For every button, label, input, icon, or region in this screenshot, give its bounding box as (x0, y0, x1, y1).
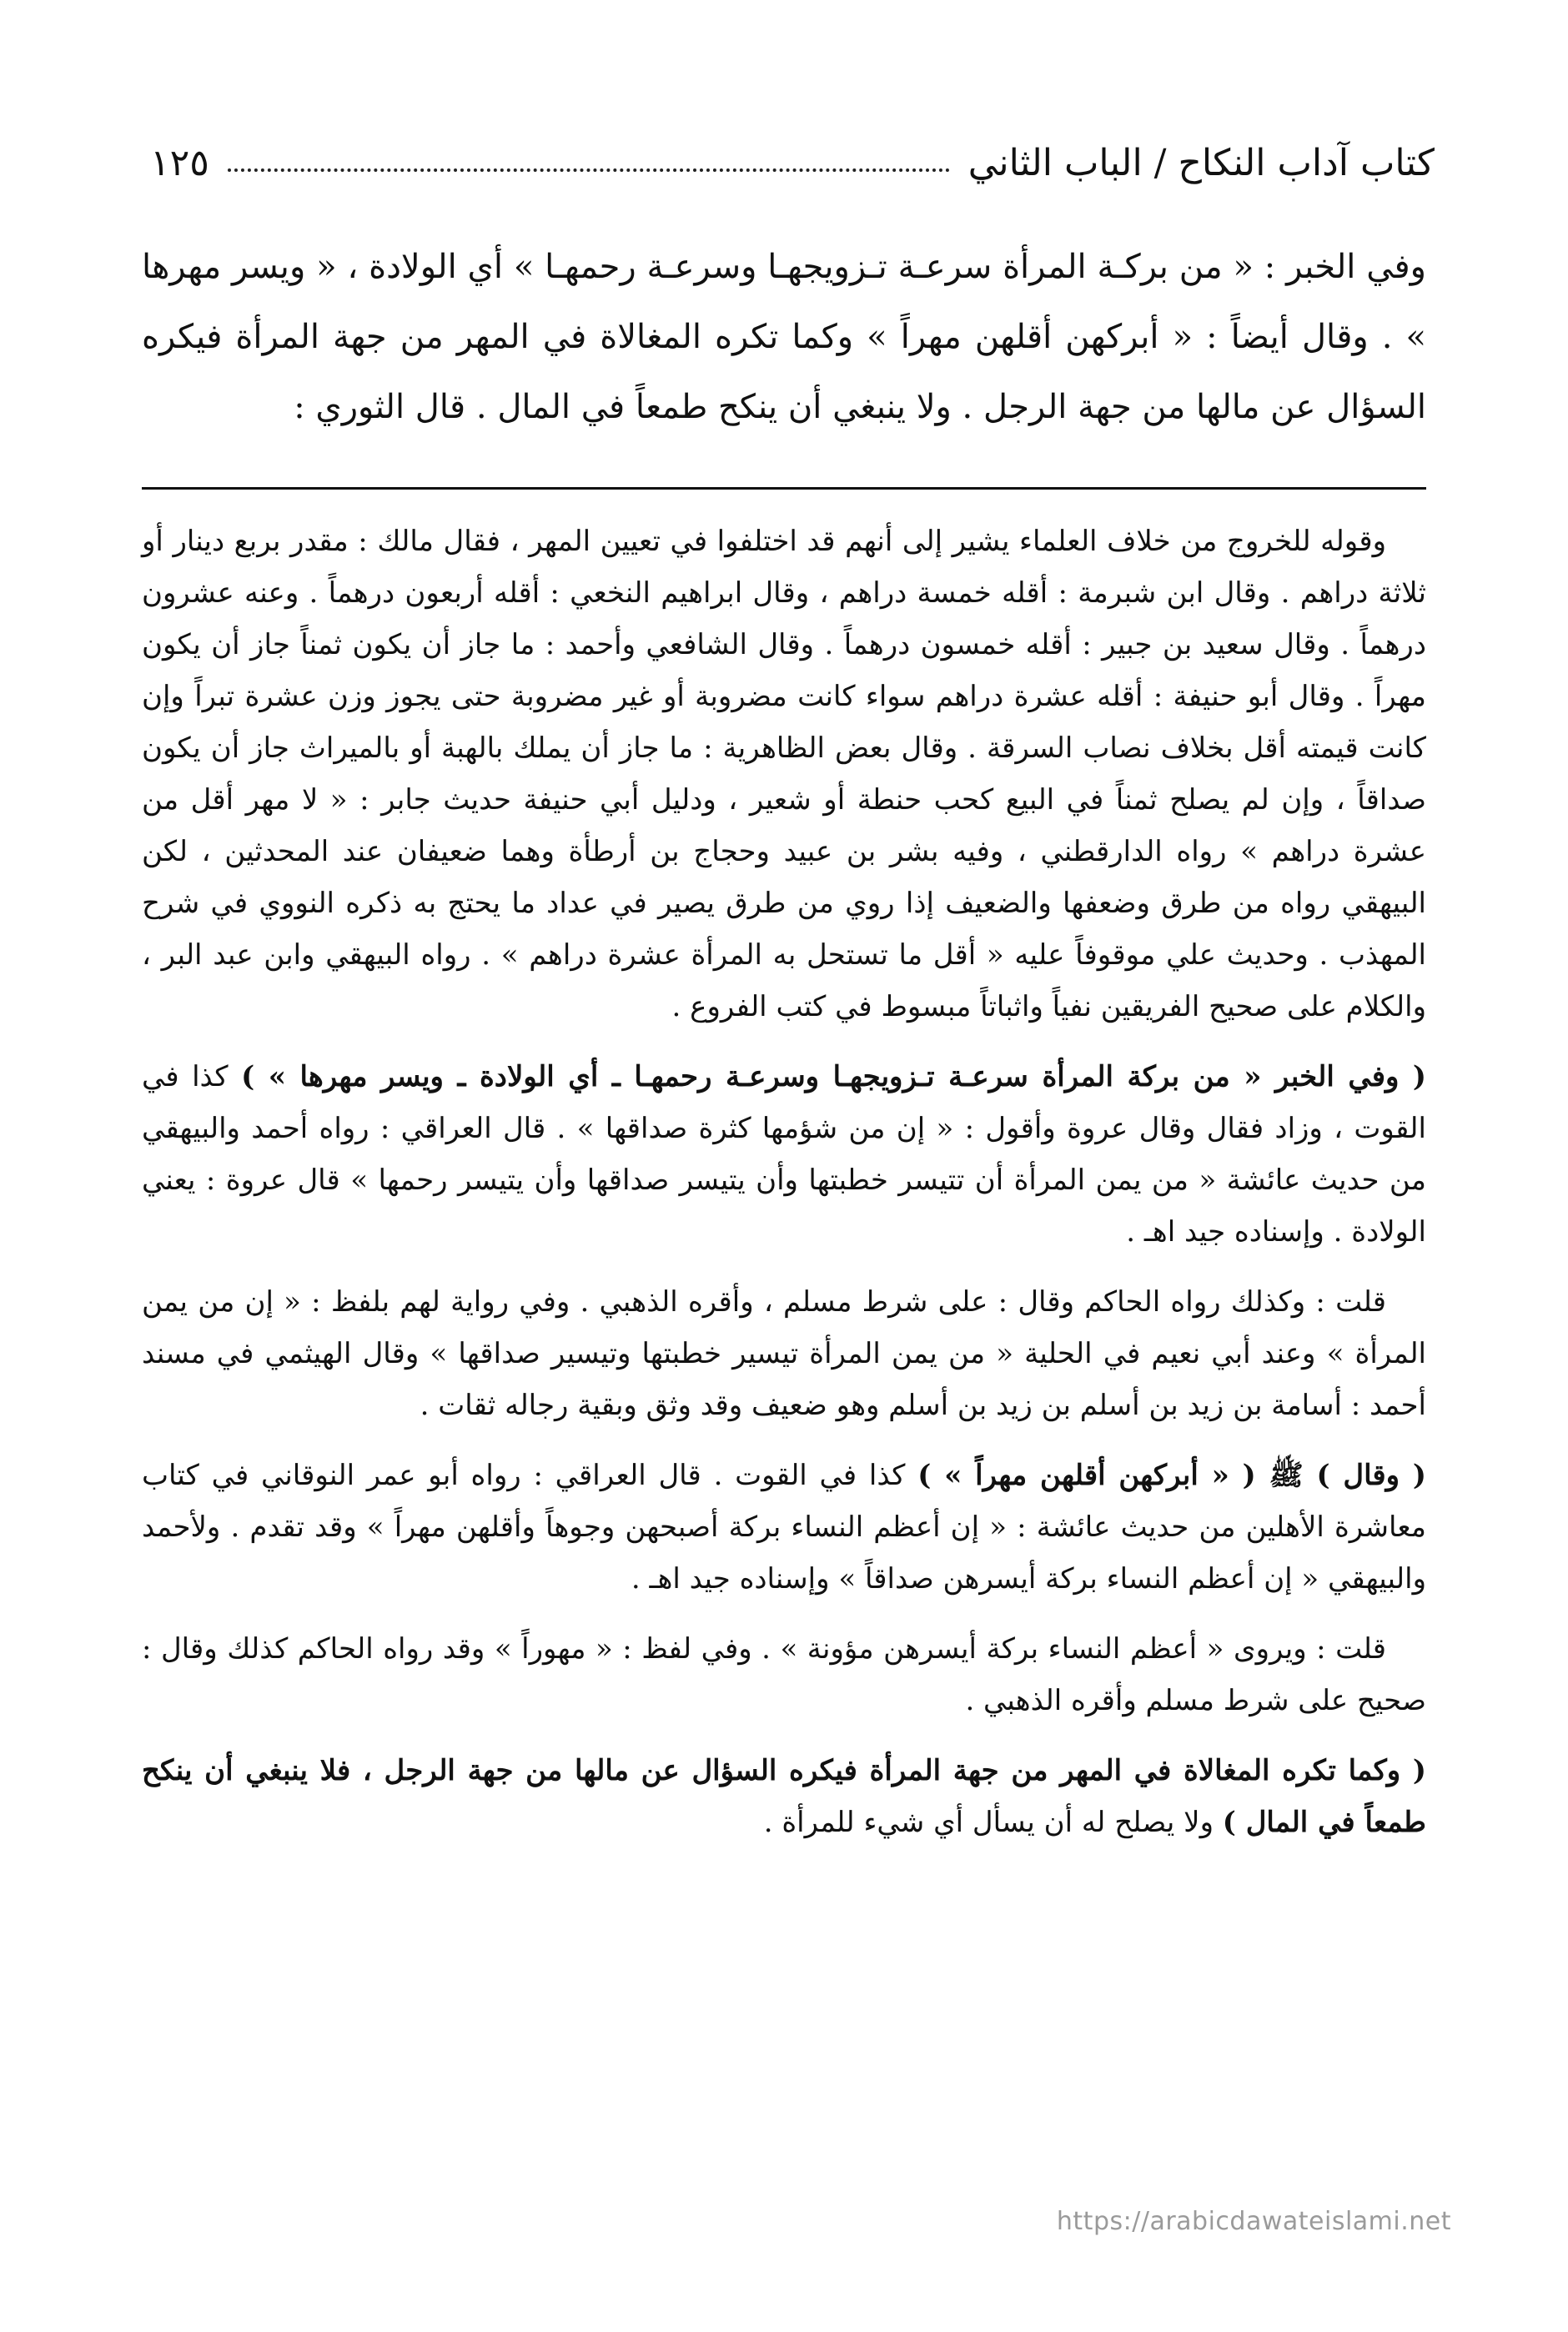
commentary-paragraph-4 (142, 1623, 1426, 1726)
commentary-text: قلت : ويروى « أعظم النساء بركة أيسرهن مؤونة » . وفي لفظ : « مهوراً » وقد رواه الحاكم كذلك وقال : صحيح على شرط مسلم وأقره الذهبي . (142, 1632, 1426, 1717)
watermark-url: https://arabicdawateislami.net (1056, 2207, 1451, 2236)
commentary-text: ولا يصلح له أن يسأل أي شيء للمرأة . (763, 1806, 1223, 1839)
section-divider (142, 487, 1426, 490)
commentary-paragraph-1 (142, 1051, 1426, 1258)
commentary-text: كذا في القوت ، وزاد فقال وقال عروة وأقول : « إن من شؤمها كثرة صداقها » . قال العراقي : رواه أحمد والبيهقي من حديث عائشة « من يمن المرأة أن تتيسر خطبتها وأن يتيسر صداقها وأن يتيسر رحمها » قال عروة : يعني الولادة . وإسناده جيد اهـ . (142, 1060, 1426, 1249)
footnote-paragraph: وقوله للخروج من خلاف العلماء يشير إلى أنهم قد اختلفوا في تعيين المهر ، فقال مالك : مقدر بربع دينار أو ثلاثة دراهم . وقال ابن شبرمة : أقله خمسة دراهم ، وقال ابراهيم النخعي : أقله أربعون درهماً . وعنه عشرون درهماً . وقال سعيد بن جبير : أقله خمسون درهماً . وقال الشافعي وأحمد : ما جاز أن يكون ثمناً جاز أن يكون مهراً . وقال أبو حنيفة : أقله عشرة دراهم سواء كانت مضروبة أو غير مضروبة حتى يجوز وزن عشرة تبراً وإن كانت قيمته أقل بخلاف نصاب السرقة . وقال بعض الظاهرية : ما جاز أن يملك بالهبة أو بالميراث جاز أن يكون صداقاً ، وإن لم يصلح ثمناً في البيع كحب حنطة أو شعير ، ودليل أبي حنيفة حديث جابر : « لا مهر أقل من عشرة دراهم » رواه الدارقطني ، وفيه بشر بن عبيد وحجاج بن أرطأة وهما ضعيفان عند المحدثين ، لكن البيهقي رواه من طرق وضعفها والضعيف إذا روي من طرق يصير في عداد ما يحتج به ذكره النووي في شرح المهذب . وحديث علي موقوفاً عليه « أقل ما تستحل به المرأة عشرة دراهم » . رواه البيهقي وابن عبد البر ، والكلام على صحيح الفريقين نفياً واثباتاً مبسوط في كتب الفروع . (142, 525, 1426, 1023)
commentary-text: قلت : وكذلك رواه الحاكم وقال : على شرط مسلم ، وأقره الذهبي . وفي رواية لهم بلفظ : « إن من يمن المرأة » وعند أبي نعيم في الحلية « من يمن المرأة تيسير خطبتها وتيسير صداقها » وقال الهيثمي في مسند أحمد : أسامة بن زيد بن أسلم بن زيد بن أسلم وهو ضعيف وقد وثق وبقية رجاله ثقات . (142, 1285, 1426, 1422)
quoted-text: ( وقال ) ﷺ ( « أبركهن أقلهن مهراً » ) (917, 1459, 1427, 1492)
page-number: ١٢٥ (150, 141, 209, 184)
commentary-paragraph-3 (142, 1450, 1426, 1605)
commentary-block (142, 515, 1426, 1867)
header-dot-leader (228, 153, 950, 172)
main-text: وفي الخبر : « من بركـة المرأة سرعـة تـزويجهـا وسرعـة رحمهـا » أي الولادة ، « ويسر مهرها » . وقال أيضاً : « أبركهن أقلهن مهراً » وكما تكره المغالاة في المهر من جهة المرأة فيكره السؤال عن مالها من جهة الرجل . ولا ينبغي أن ينكح طمعاً في المال . قال الثوري : (142, 248, 1426, 426)
chapter-title: كتاب آداب النكاح / الباب الثاني (967, 141, 1435, 184)
quoted-text: ( وفي الخبر « من بركة المرأة سرعـة تـزويجهـا وسرعـة رحمهـا ـ أي الولادة ـ ويسر مهرها » ) (241, 1060, 1427, 1093)
commentary-text: كذا في القوت . قال العراقي : رواه أبو عمر النوقاني في كتاب معاشرة الأهلين من حديث عائشة : « إن أعظم النساء بركة أصبحهن وجوهاً وأقلهن مهراً » وقد تقدم . ولأحمد والبيهقي « إن أعظم النساء بركة أيسرهن صداقاً » وإسناده جيد اهـ . (142, 1459, 1426, 1596)
running-header (150, 125, 1435, 200)
quoted-text: ( وكما تكره المغالاة في المهر من جهة المرأة فيكره السؤال عن مالها من جهة الرجل ، فلا ينبغي أن ينكح طمعاً في المال ) (142, 1754, 1426, 1839)
commentary-paragraph-2 (142, 1276, 1426, 1431)
commentary-paragraph-5 (142, 1745, 1426, 1848)
